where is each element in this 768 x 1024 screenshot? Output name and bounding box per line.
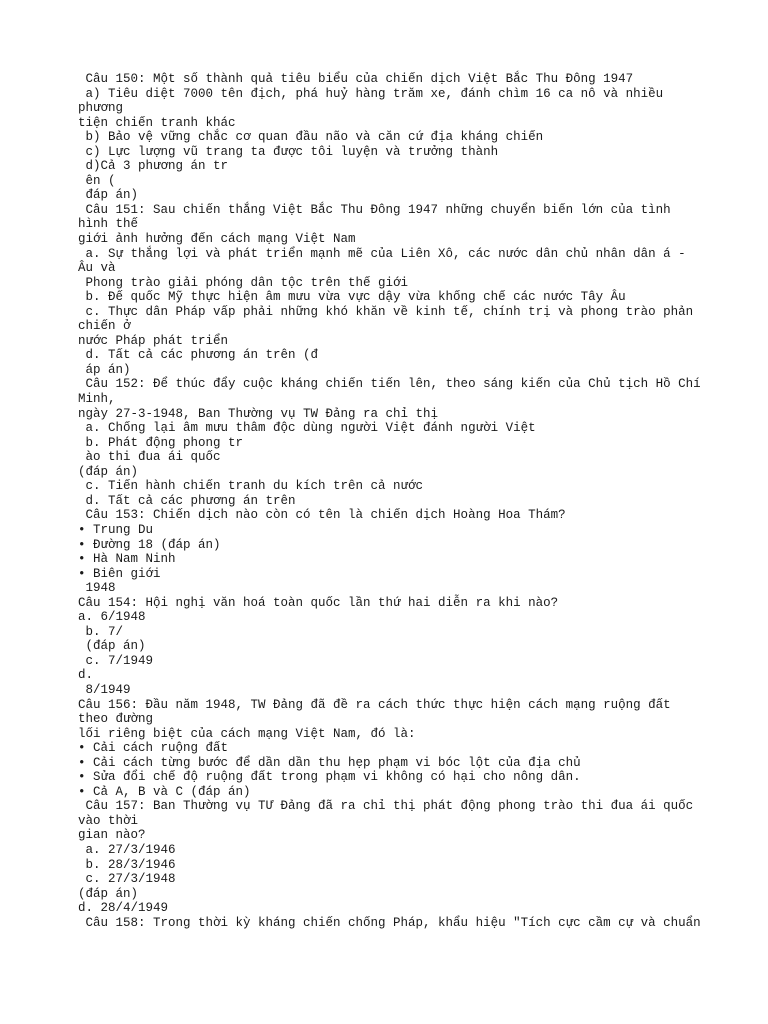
document-line: Phong trào giải phóng dân tộc trên thế giới [78,275,409,290]
document-line: • Biên giới [78,566,161,581]
document-line: Câu 158: Trong thời kỳ kháng chiến chống Pháp, khẩu hiệu "Tích cực cầm cự và chuẩn [78,915,701,930]
document-line: nước Pháp phát triển [78,333,229,348]
document-line: Câu 150: Một số thành quả tiêu biểu của chiến dịch Việt Bắc Thu Đông 1947 [78,72,634,86]
document-line: 8/1949 [78,682,131,697]
document-line: lối riêng biệt của cách mạng Việt Nam, đó là: [78,726,416,741]
document-line: c. 7/1949 [78,653,154,668]
document-line: (đáp án) [78,464,139,479]
document-line: đáp án) [78,188,139,203]
document-line: ào thi đua ái quốc [78,450,221,465]
document-line: • Cải cách ruộng đất [78,741,229,756]
document-line: Câu 154: Hội nghị văn hoá toàn quốc lần thứ hai diễn ra khi nào? [78,595,559,610]
document-line: b. Đế quốc Mỹ thực hiện âm mưu vừa vực dậy vừa khống chế các nước Tây Âu [78,290,626,305]
document-line: a. Chống lại âm mưu thâm độc dùng người Việt đánh người Việt [78,421,536,436]
document-line: a. 27/3/1946 [78,842,176,857]
document-line: d. 28/4/1949 [78,901,169,916]
document-line: a) Tiêu diệt 7000 tên địch, phá huỷ hàng trăm xe, đánh chìm 16 ca nô và nhiều [78,86,664,101]
document-line: (đáp án) [78,639,146,654]
document-line: d. Tất cả các phương án trên (đ [78,348,319,363]
document-line: • Cải cách từng bước để dần dần thu hẹp phạm vi bóc lột của địa chủ [78,755,581,770]
document-line: chiến ở [78,319,131,334]
document-line: • Cả A, B và C (đáp án) [78,784,251,799]
document-line: ên ( [78,173,116,188]
document-line: • Trung Du [78,522,154,537]
document-line: c) Lực lượng vũ trang ta được tôi luyện và trưởng thành [78,144,499,159]
document-line: Câu 156: Đầu năm 1948, TW Đảng đã đề ra cách thức thực hiện cách mạng ruộng đất [78,697,671,712]
document-line: a. 6/1948 [78,610,146,625]
document-line: b) Bảo vệ vững chắc cơ quan đầu não và căn cứ địa kháng chiến [78,130,544,145]
document-line: vào thời [78,813,139,828]
document-line: • Đường 18 (đáp án) [78,537,221,552]
document-line: theo đường [78,712,154,727]
document-line: b. 28/3/1946 [78,857,176,872]
document-line: phương [78,101,124,116]
document-line: áp án) [78,362,131,377]
document-line: Câu 152: Để thúc đẩy cuộc kháng chiến tiến lên, theo sáng kiến của Chủ tịch Hồ Chí [78,377,701,392]
document-line: d. Tất cả các phương án trên [78,493,296,508]
document-line: b. 7/ [78,624,124,639]
document-line: giới ảnh hưởng đến cách mạng Việt Nam [78,232,356,247]
document-line: tiện chiến tranh khác [78,115,236,130]
document-line: d. [78,668,94,683]
document-line: Câu 151: Sau chiến thắng Việt Bắc Thu Đông 1947 những chuyển biến lớn của tình [78,202,671,217]
document-page [78,72,718,930]
document-line: gian nào? [78,828,146,843]
document-line: c. 27/3/1948 [78,872,176,887]
document-line: c. Thực dân Pháp vấp phải những khó khăn về kinh tế, chính trị và phong trào phản [78,304,694,319]
document-line: Câu 157: Ban Thường vụ TƯ Đảng đã ra chỉ thị phát động phong trào thi đua ái quốc [78,799,694,814]
document-line: Câu 153: Chiến dịch nào còn có tên là chiến dịch Hoàng Hoa Thám? [78,508,566,523]
document-line: Âu và [78,261,116,276]
document-line: ngày 27-3-1948, Ban Thường vụ TW Đảng ra chỉ thị [78,406,439,421]
document-line: a. Sự thắng lợi và phát triển mạnh mẽ của Liên Xô, các nước dân chủ nhân dân á - [78,246,686,261]
document-line: hình thế [78,217,139,232]
document-line: • Sửa đổi chế độ ruộng đất trong phạm vi không có hại cho nông dân. [78,770,581,785]
document-line: Minh, [78,392,116,407]
document-line: 1948 [78,581,116,596]
document-line: b. Phát động phong tr [78,435,244,450]
document-line: • Hà Nam Ninh [78,552,176,567]
document-line: c. Tiến hành chiến tranh du kích trên cả nước [78,479,424,494]
document-line: d)Cả 3 phương án tr [78,159,229,174]
document-line: (đáp án) [78,886,139,901]
